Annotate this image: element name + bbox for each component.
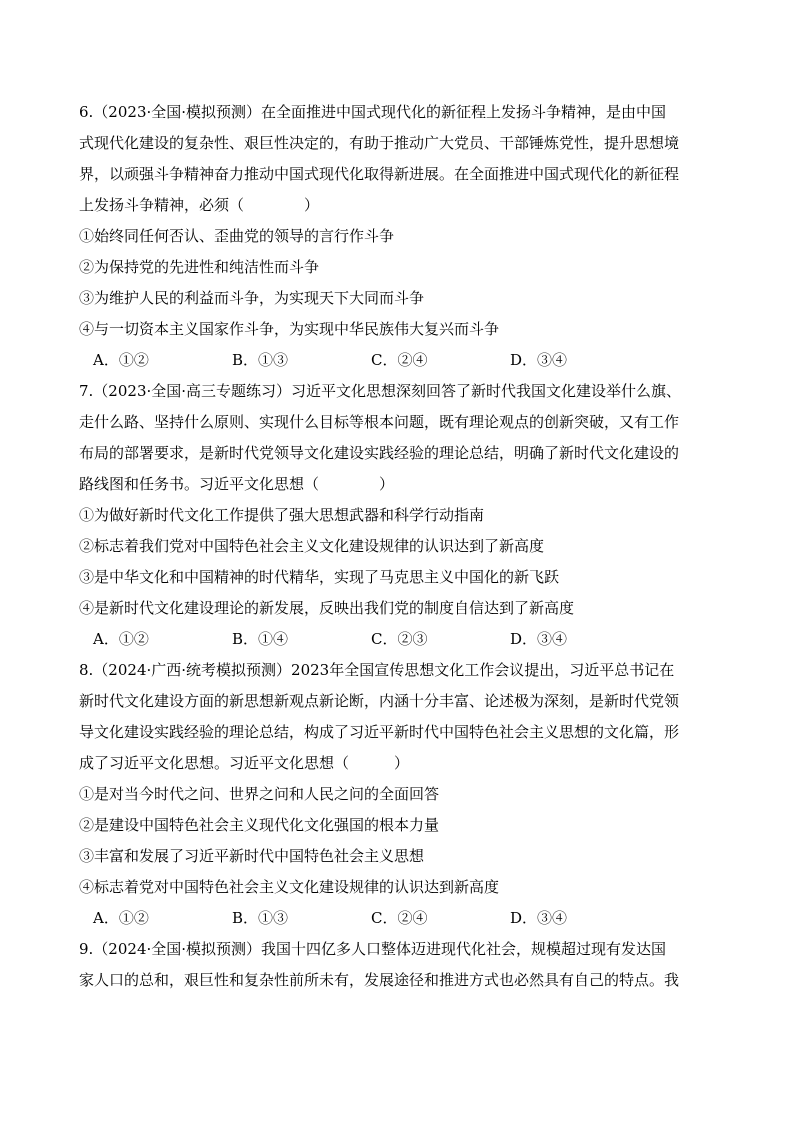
option-d: D．③④ bbox=[510, 909, 568, 927]
option-d: D．③④ bbox=[510, 630, 568, 648]
statement-item: ④与一切资本主义国家作斗争，为实现中华民族伟大复兴而斗争 bbox=[79, 320, 500, 338]
question-9 bbox=[79, 934, 719, 996]
option-c: C．②④ bbox=[371, 351, 428, 369]
question-stem-line: 6.（2023·全国·模拟预测）在全面推进中国式现代化的新征程上发扬斗争精神，是由中国 bbox=[79, 103, 667, 121]
statement-item: ③为维护人民的利益而斗争，为实现天下大同而斗争 bbox=[79, 289, 425, 307]
option-b: B．①③ bbox=[232, 351, 289, 369]
answer-options bbox=[79, 345, 719, 376]
question-stem-line: 路线图和任务书。习近平文化思想（ ） bbox=[79, 475, 395, 493]
statement-item: ④标志着党对中国特色社会主义文化建设规律的认识达到新高度 bbox=[79, 878, 500, 896]
option-a: A．①② bbox=[93, 909, 149, 927]
answer-options bbox=[79, 624, 719, 655]
statement-item: ①为做好新时代文化工作提供了强大思想武器和科学行动指南 bbox=[79, 506, 485, 524]
question-stem-line: 家人口的总和，艰巨性和复杂性前所未有，发展途径和推进方式也必然具有自己的特点。我 bbox=[79, 971, 680, 989]
statement-item: ④是新时代文化建设理论的新发展，反映出我们党的制度自信达到了新高度 bbox=[79, 599, 575, 617]
question-stem-line: 导文化建设实践经验的理论总结，构成了习近平新时代中国特色社会主义思想的文化篇，形 bbox=[79, 723, 680, 741]
option-c: C．②③ bbox=[371, 630, 428, 648]
statement-item: ②为保持党的先进性和纯洁性而斗争 bbox=[79, 258, 320, 276]
option-a: A．①② bbox=[93, 630, 149, 648]
question-stem-line: 8.（2024·广西·统考模拟预测）2023年全国宣传思想文化工作会议提出，习近平总书记在 bbox=[79, 661, 675, 679]
statement-item: ③丰富和发展了习近平新时代中国特色社会主义思想 bbox=[79, 847, 425, 865]
question-stem-line: 走什么路、坚持什么原则、实现什么目标等根本问题，既有理论观点的创新突破，又有工作 bbox=[79, 413, 680, 431]
statement-item: ②标志着我们党对中国特色社会主义文化建设规律的认识达到了新高度 bbox=[79, 537, 545, 555]
statement-item: ①始终同任何否认、歪曲党的领导的言行作斗争 bbox=[79, 227, 395, 245]
option-c: C．②④ bbox=[371, 909, 428, 927]
statement-item: ②是建设中国特色社会主义现代化文化强国的根本力量 bbox=[79, 816, 440, 834]
option-d: D．③④ bbox=[510, 351, 568, 369]
question-list bbox=[79, 97, 719, 996]
question-stem-line: 新时代文化建设方面的新思想新观点新论断，内涵十分丰富、论述极为深刻，是新时代党领 bbox=[79, 692, 680, 710]
question-stem-line: 界，以顽强斗争精神奋力推动中国式现代化取得新进展。在全面推进中国式现代化的新征程 bbox=[79, 165, 680, 183]
question-8 bbox=[79, 655, 719, 934]
question-6 bbox=[79, 97, 719, 376]
statement-item: ③是中华文化和中国精神的时代精华，实现了马克思主义中国化的新飞跃 bbox=[79, 568, 560, 586]
option-b: B．①③ bbox=[232, 909, 289, 927]
question-stem-line: 上发扬斗争精神，必须（ ） bbox=[79, 196, 320, 214]
answer-options bbox=[79, 903, 719, 934]
question-stem-line: 布局的部署要求，是新时代党领导文化建设实践经验的理论总结，明确了新时代文化建设的 bbox=[79, 444, 680, 462]
statement-item: ①是对当今时代之问、世界之问和人民之问的全面回答 bbox=[79, 785, 440, 803]
option-b: B．①④ bbox=[232, 630, 289, 648]
option-a: A．①② bbox=[93, 351, 149, 369]
question-stem-line: 7.（2023·全国·高三专题练习）习近平文化思想深刻回答了新时代我国文化建设举什么旗、 bbox=[79, 382, 682, 400]
question-stem-line: 成了习近平文化思想。习近平文化思想（ ） bbox=[79, 754, 410, 772]
question-stem-line: 9.（2024·全国·模拟预测）我国十四亿多人口整体迈进现代化社会，规模超过现有发达国 bbox=[79, 940, 667, 958]
question-7 bbox=[79, 376, 719, 655]
question-stem-line: 式现代化建设的复杂性、艰巨性决定的，有助于推动广大党员、干部锤炼党性，提升思想境 bbox=[79, 134, 680, 152]
